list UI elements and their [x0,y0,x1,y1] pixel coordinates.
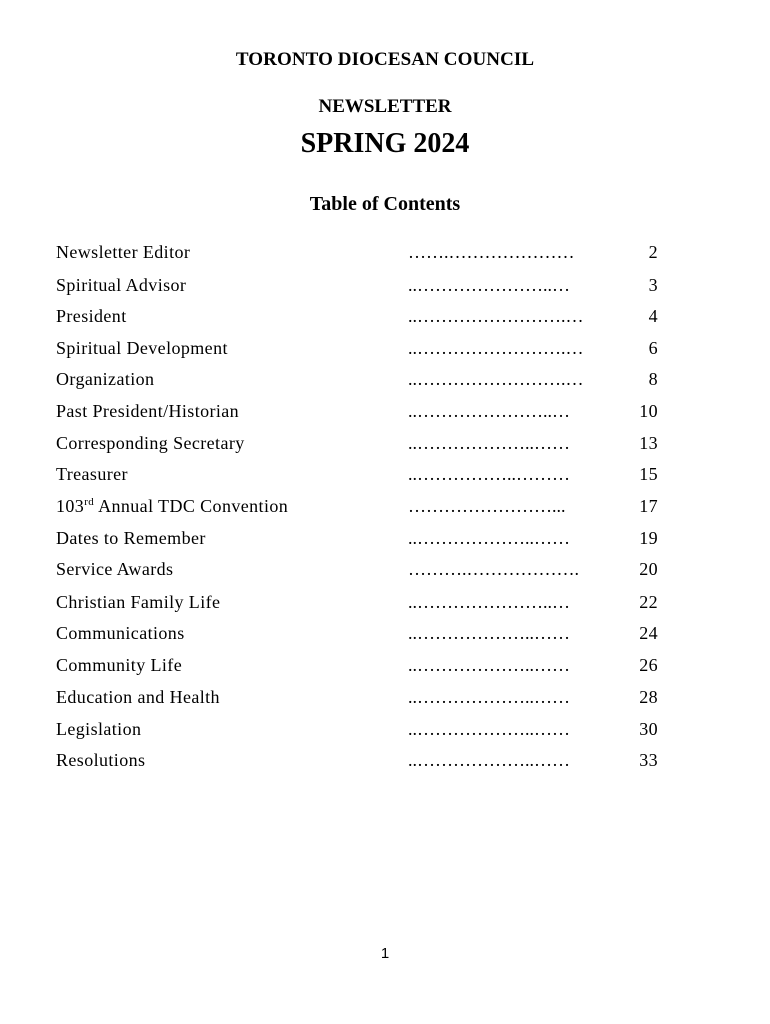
toc-leader-dots: ..………………..…… [408,750,570,770]
toc-entry-title: Service Awards [56,559,174,579]
toc-page-number: 4 [648,306,658,326]
toc-entry [0,496,770,526]
toc-entry [0,623,770,653]
toc-page-number: 22 [639,592,658,612]
toc-entry-title: Resolutions [56,750,146,770]
toc-entry-title: Christian Family Life [56,592,221,612]
toc-page-number: 20 [639,559,658,579]
toc-entry-title: President [56,306,127,326]
toc-heading: Table of Contents [309,193,461,215]
toc-leader-dots: ..…………………..… [408,592,570,612]
toc-entry-title: Legislation [56,719,142,739]
toc-entry [0,433,770,463]
toc-entry-title: Newsletter Editor [56,242,191,262]
toc-entry-title: Corresponding Secretary [56,433,245,453]
toc-leader-dots: ..………………..…… [408,687,570,707]
toc-entry [0,306,770,336]
toc-entry [0,242,770,272]
toc-page-number: 15 [639,464,658,484]
toc-leader-dots: ..………………..…… [408,655,570,675]
toc-leader-dots: …….………………… [408,242,575,262]
toc-entry-title: Communications [56,623,185,643]
toc-entry-title: 103rd Annual TDC Convention [56,496,289,516]
toc-entry [0,655,770,685]
toc-leader-dots: ……….………………. [408,559,579,579]
toc-page-number: 13 [639,433,658,453]
toc-entry [0,559,770,589]
toc-leader-dots: ..…………………….… [408,369,584,389]
toc-leader-dots: ..…………………….… [408,338,584,358]
toc-leader-dots: ..…………………..… [408,275,570,295]
toc-entry [0,750,770,780]
toc-entry [0,592,770,622]
toc-leader-dots: ..…………………….… [408,306,584,326]
toc-page-number: 30 [639,719,658,739]
toc-entry-title: Spiritual Development [56,338,228,358]
toc-entry-title: Spiritual Advisor [56,275,187,295]
toc-entry [0,719,770,749]
toc-entry [0,275,770,305]
toc-page-number: 3 [648,275,658,295]
toc-page-number: 19 [639,528,658,548]
toc-page-number: 10 [639,401,658,421]
toc-page-number: 28 [639,687,658,707]
page-number: 1 [380,945,390,962]
toc-entry-title: Organization [56,369,155,389]
toc-page-number: 24 [639,623,658,643]
toc-leader-dots: ..………………..…… [408,623,570,643]
toc-leader-dots: ..………………..…… [408,433,570,453]
toc-leader-dots: ..………………..…… [408,719,570,739]
toc-entry [0,369,770,399]
toc-entry [0,528,770,558]
toc-leader-dots: ……………………... [408,496,566,516]
toc-entry-title: Past President/Historian [56,401,240,421]
toc-entry-title: Education and Health [56,687,220,707]
toc-entry-title: Treasurer [56,464,128,484]
organization-title: TORONTO DIOCESAN COUNCIL [235,49,535,70]
toc-entry [0,687,770,717]
toc-entry-title: Community Life [56,655,183,675]
toc-leader-dots: ..…………………..… [408,401,570,421]
toc-leader-dots: ..……………..……… [408,464,570,484]
toc-page-number: 17 [639,496,658,516]
ordinal-suffix: rd [84,496,95,508]
toc-page-number: 6 [648,338,658,358]
toc-page-number: 2 [648,242,658,262]
toc-entry [0,401,770,431]
issue-title: SPRING 2024 [300,128,470,159]
toc-entry [0,464,770,494]
publication-title: NEWSLETTER [318,96,452,117]
toc-page-number: 8 [648,369,658,389]
toc-entry-title: Dates to Remember [56,528,206,548]
toc-entry [0,338,770,368]
toc-page-number: 26 [639,655,658,675]
toc-page-number: 33 [639,750,658,770]
toc-leader-dots: ..………………..…… [408,528,570,548]
